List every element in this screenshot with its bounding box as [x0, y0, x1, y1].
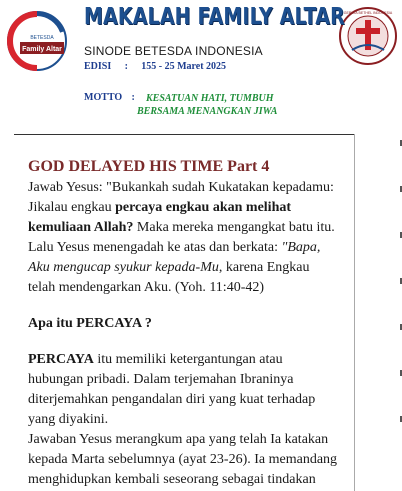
paragraph-1-line-6: telah mendengarkan Aku. (Yoh. 11:40-42): [28, 280, 265, 295]
logo-small-text: BETESDA: [30, 35, 54, 41]
edition-line: [84, 61, 226, 72]
text-span: itu memiliki ketergantungan atau: [93, 352, 283, 367]
paragraph-1-line-5: [28, 258, 358, 278]
masthead-title: MAKALAH FAMILY ALTAR: [84, 4, 345, 30]
motto-label-line: [84, 92, 144, 103]
article-title: GOD DELAYED HIS TIME Part 4: [28, 158, 270, 175]
italic-span: "Bapa,: [281, 240, 321, 255]
paragraph-1-line-3: [28, 218, 358, 238]
text-span: Maka mereka mengangkat batu itu.: [133, 220, 335, 235]
article-body: [28, 156, 358, 490]
header-divider: [14, 134, 354, 135]
motto-line-1: KESATUAN HATI, TUMBUH: [146, 93, 274, 104]
italic-span: Aku mengucap syukur kepada-Mu: [28, 260, 219, 275]
bold-span: kemuliaan Allah?: [28, 220, 134, 235]
motto-label: MOTTO: [84, 92, 123, 103]
bold-span: percaya engkau akan melihat: [115, 200, 292, 215]
text-span: , karena Engkau: [218, 260, 310, 275]
church-seal-logo: [338, 6, 398, 66]
motto-separator: :: [131, 92, 135, 103]
paragraph-3-line-1: Jawaban Yesus merangkum apa yang telah Ia katakan: [28, 432, 329, 447]
paragraph-3-line-2: kepada Marta sebelumnya (ayat 23-26). Ia memandang: [28, 452, 338, 467]
subheading: Apa itu PERCAYA ?: [28, 316, 152, 331]
paragraph-2-line-4: yang diyakini.: [28, 412, 109, 427]
paragraph-2-line-1: [28, 350, 358, 370]
family-altar-logo: [6, 10, 68, 72]
paragraph-1-line-4: [28, 238, 358, 258]
edition-value: 155 - 25 Maret 2025: [141, 61, 227, 72]
text-span: Lalu Yesus menengadah ke atas dan berkata:: [28, 240, 282, 255]
edition-label: EDISI: [84, 61, 112, 72]
logo-text: Family Altar: [22, 46, 62, 53]
motto-line-2: BERSAMA MENANGKAN JIWA: [137, 106, 278, 117]
paragraph-3-line-3: menghidupkan kembali seseorang sebagai tindakan: [28, 472, 316, 487]
paragraph-2-line-3: diterjemahkan pengandalan diri yang kuat terhadap: [28, 392, 316, 407]
paragraph-1-line-2: [28, 198, 358, 218]
paragraph-2-line-2: hubungan pribadi. Dalam terjemahan Ibraninya: [28, 372, 294, 387]
bold-span: PERCAYA: [28, 352, 94, 367]
seal-text: GEREJA BETHEL INDONESIA: [343, 11, 393, 15]
synod-name: SINODE BETESDA INDONESIA: [84, 44, 263, 58]
edition-separator: :: [124, 61, 128, 72]
text-span: Jikalau engkau: [28, 200, 116, 215]
paragraph-1-line-1: Jawab Yesus: "Bukankah sudah Kukatakan kepadamu:: [28, 180, 334, 195]
